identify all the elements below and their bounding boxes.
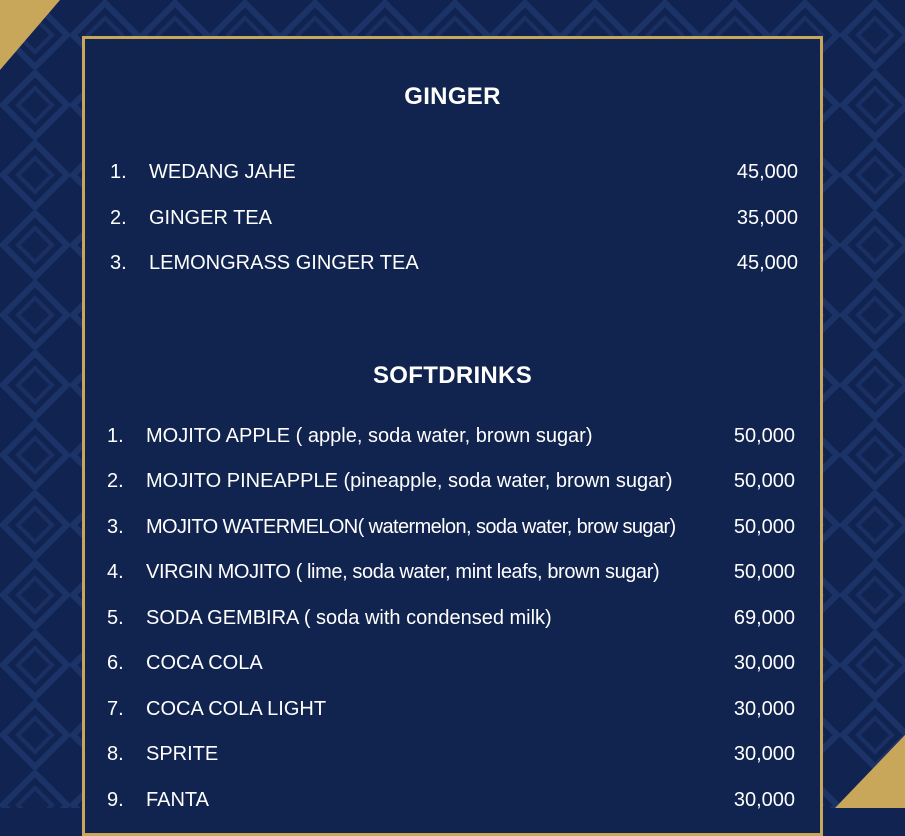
item-number: 3.: [110, 252, 127, 274]
item-price: 35,000: [736, 207, 798, 229]
item-number: 9.: [107, 789, 124, 811]
item-name: COCA COLA: [146, 652, 263, 674]
item-number: 2.: [107, 470, 124, 492]
item-price: 45,000: [736, 161, 798, 183]
item-name: COCA COLA LIGHT: [146, 698, 327, 720]
item-name: VIRGIN MOJITO ( lime, soda water, mint leafs, brown sugar): [146, 561, 660, 583]
item-name: SODA GEMBIRA ( soda with condensed milk): [146, 607, 552, 629]
item-number: 8.: [107, 743, 124, 765]
section-title-softdrinks: SOFTDRINKS: [373, 362, 532, 389]
item-price: 50,000: [733, 561, 795, 583]
item-number: 4.: [107, 561, 124, 583]
item-number: 2.: [110, 207, 127, 229]
item-price: 45,000: [736, 252, 798, 274]
item-name: FANTA: [146, 789, 209, 811]
item-price: 30,000: [733, 652, 795, 674]
item-price: 50,000: [733, 470, 795, 492]
item-price: 30,000: [733, 698, 795, 720]
item-number: 6.: [107, 652, 124, 674]
menu-panel: [82, 36, 823, 836]
item-number: 7.: [107, 698, 124, 720]
item-name: GINGER TEA: [149, 207, 272, 229]
item-number: 1.: [110, 161, 127, 183]
item-name: LEMONGRASS GINGER TEA: [149, 252, 419, 274]
item-price: 50,000: [733, 425, 795, 447]
item-price: 30,000: [733, 743, 795, 765]
item-name: MOJITO WATERMELON( watermelon, soda water, brow sugar): [146, 516, 676, 538]
item-name: MOJITO PINEAPPLE (pineapple, soda water, brown sugar): [146, 470, 673, 492]
item-price: 69,000: [733, 607, 795, 629]
item-number: 1.: [107, 425, 124, 447]
section-title-ginger: GINGER: [404, 83, 501, 110]
item-price: 30,000: [733, 789, 795, 811]
item-number: 3.: [107, 516, 124, 538]
item-name: MOJITO APPLE ( apple, soda water, brown sugar): [146, 425, 593, 447]
item-number: 5.: [107, 607, 124, 629]
item-name: WEDANG JAHE: [149, 161, 296, 183]
item-price: 50,000: [733, 516, 795, 538]
item-name: SPRITE: [146, 743, 219, 765]
